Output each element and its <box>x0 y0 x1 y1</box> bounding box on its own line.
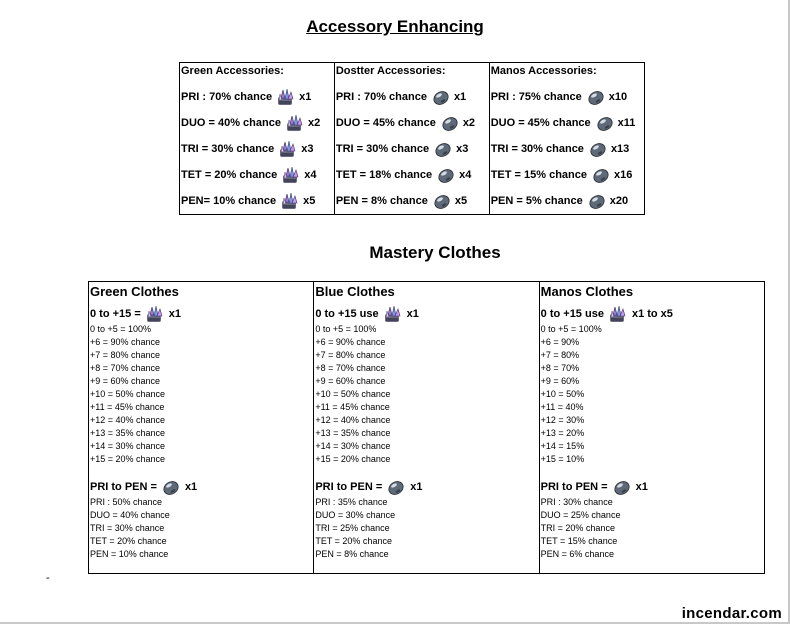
rate-label: TRI = 30% chance <box>181 143 275 155</box>
stone-icon <box>589 140 607 158</box>
pen-rate-item: PEN = 6% chance <box>540 549 614 559</box>
accessory-rate-row <box>335 84 489 110</box>
rate-label: DUO = 45% chance <box>490 117 591 129</box>
material-quantity: x5 <box>454 195 468 207</box>
enhance-rate-item: +14 = 30% chance <box>315 441 391 451</box>
enhance-rate-item: +15 = 10% <box>540 454 585 464</box>
pen-rate-list <box>540 496 764 561</box>
accessory-rate-row <box>335 110 489 136</box>
accessory-rate-row <box>180 188 334 214</box>
accessory-rate-row <box>335 188 489 214</box>
crystal-icon <box>281 192 299 210</box>
stone-icon <box>592 166 610 184</box>
stone-icon <box>613 478 631 496</box>
enhance-requirement <box>89 305 313 323</box>
pen-label: PRI to PEN = <box>540 481 608 493</box>
accessory-rate-row <box>490 136 644 162</box>
site-watermark: incendar.com <box>681 605 782 622</box>
enhance-rate-item: 0 to +5 = 100% <box>315 324 377 334</box>
section-spacer <box>314 466 538 478</box>
enhance-rate-item: +14 = 30% chance <box>90 441 166 451</box>
enhance-rate-item: +11 = 45% chance <box>90 402 165 412</box>
rate-label: PEN = 8% chance <box>335 195 428 207</box>
enhance-rate-item: +10 = 50% <box>540 389 585 399</box>
stone-icon <box>587 88 605 106</box>
enhance-requirement <box>540 305 764 323</box>
material-quantity: x5 <box>303 195 316 207</box>
enhance-rate-item: +13 = 35% chance <box>90 428 166 438</box>
rate-label: TET = 18% chance <box>335 169 433 181</box>
accessory-rate-row <box>335 162 489 188</box>
rate-label: TET = 20% chance <box>181 169 278 181</box>
stone-icon <box>588 192 606 210</box>
enhance-label: 0 to +15 = <box>90 308 141 320</box>
accessory-rate-row <box>490 84 644 110</box>
mastery-title: Mastery Clothes <box>369 243 501 262</box>
enhance-quantity: x1 to x5 <box>631 308 673 320</box>
pen-requirement <box>314 478 538 496</box>
material-quantity: x4 <box>459 169 472 181</box>
enhance-label: 0 to +15 use <box>315 308 379 320</box>
pen-rate-item: TRI = 25% chance <box>315 523 390 533</box>
crystal-icon <box>146 305 164 323</box>
rate-label: TET = 15% chance <box>490 169 587 181</box>
mastery-clothes-table <box>88 281 765 574</box>
enhance-rate-item: +6 = 90% chance <box>90 337 161 347</box>
material-quantity: x13 <box>610 143 630 155</box>
pen-rate-item: TRI = 30% chance <box>90 523 165 533</box>
clothes-column-header: Green Clothes <box>90 284 179 299</box>
rate-label: PRI : 70% chance <box>335 91 427 103</box>
pen-rate-item: PEN = 8% chance <box>315 549 389 559</box>
crystal-icon <box>282 166 300 184</box>
pen-rate-item: TET = 20% chance <box>90 536 167 546</box>
pen-quantity: x1 <box>410 481 423 493</box>
accessory-rate-row <box>490 110 644 136</box>
enhance-rate-item: +10 = 50% chance <box>315 389 391 399</box>
material-quantity: x20 <box>609 195 629 207</box>
section-spacer <box>540 466 764 478</box>
clothes-column-header: Blue Clothes <box>315 284 395 299</box>
enhance-rate-item: +13 = 35% chance <box>315 428 391 438</box>
stone-icon <box>441 114 459 132</box>
enhance-rate-item: +12 = 40% chance <box>90 415 166 425</box>
enhance-quantity: x1 <box>168 308 182 320</box>
enhance-rate-item: +12 = 30% <box>540 415 585 425</box>
accessory-column <box>180 63 335 215</box>
stone-icon <box>437 166 455 184</box>
accessory-rate-row <box>180 110 334 136</box>
accessory-rate-row <box>490 162 644 188</box>
rate-label: PRI : 75% chance <box>490 91 582 103</box>
material-quantity: x3 <box>301 143 314 155</box>
material-quantity: x2 <box>307 117 321 129</box>
rate-label: PRI : 70% chance <box>181 91 273 103</box>
pen-rate-item: DUO = 30% chance <box>315 510 396 520</box>
material-quantity: x10 <box>608 91 628 103</box>
pen-requirement <box>89 478 313 496</box>
rate-label: TRI = 30% chance <box>335 143 430 155</box>
pen-rate-item: DUO = 40% chance <box>90 510 170 520</box>
pen-quantity: x1 <box>184 481 198 493</box>
stone-icon <box>162 478 180 496</box>
accessory-title: Accessory Enhancing <box>306 17 484 36</box>
accessory-column-header: Green Accessories: <box>181 65 284 77</box>
pen-requirement <box>540 478 764 496</box>
material-quantity: x11 <box>617 117 636 129</box>
section-spacer <box>89 466 313 478</box>
enhance-rate-item: +9 = 60% chance <box>315 376 386 386</box>
enhance-rate-item: +6 = 90% chance <box>315 337 386 347</box>
enhance-rate-item: +8 = 70% chance <box>90 363 161 373</box>
stone-icon <box>387 478 405 496</box>
pen-rate-item: PRI : 50% chance <box>90 497 163 507</box>
pen-rate-item: PEN = 10% chance <box>90 549 169 559</box>
crystal-icon <box>277 88 295 106</box>
material-quantity: x2 <box>462 117 476 129</box>
rate-label: PEN= 10% chance <box>181 195 277 207</box>
stone-icon <box>432 88 450 106</box>
stone-icon <box>596 114 614 132</box>
accessory-rate-row <box>180 84 334 110</box>
enhance-rate-item: +9 = 60% chance <box>90 376 161 386</box>
rate-label: DUO = 40% chance <box>181 117 281 129</box>
enhance-label: 0 to +15 use <box>540 308 604 320</box>
crystal-icon <box>279 140 297 158</box>
accessory-column <box>334 63 489 215</box>
pen-rate-item: PRI : 35% chance <box>315 497 388 507</box>
pen-label: PRI to PEN = <box>315 481 383 493</box>
enhance-rate-item: +7 = 80% chance <box>315 350 386 360</box>
enhance-rate-item: 0 to +5 = 100% <box>90 324 152 334</box>
pen-rate-item: PRI : 30% chance <box>540 497 613 507</box>
enhance-rate-item: +8 = 70% <box>540 363 580 373</box>
enhance-rate-list <box>540 323 764 466</box>
enhance-quantity: x1 <box>406 308 419 320</box>
pen-quantity: x1 <box>635 481 648 493</box>
accessory-column-header: Manos Accessories: <box>490 65 597 77</box>
stone-icon <box>433 192 451 210</box>
enhance-rate-item: +7 = 80% <box>540 350 580 360</box>
enhance-rate-item: +9 = 60% <box>540 376 580 386</box>
pen-rate-list <box>314 496 538 561</box>
enhance-rate-item: +6 = 90% <box>540 337 580 347</box>
enhance-rate-item: +10 = 50% chance <box>90 389 166 399</box>
rate-label: PEN = 5% chance <box>490 195 583 207</box>
accessory-column-header: Dostter Accessories: <box>335 65 446 77</box>
enhance-rate-list <box>89 323 313 466</box>
clothes-column <box>539 282 764 574</box>
accessory-rate-row <box>490 188 644 214</box>
accessory-rate-row <box>180 162 334 188</box>
rate-label: DUO = 45% chance <box>335 117 436 129</box>
enhance-rate-list <box>314 323 538 466</box>
enhance-rate-item: +15 = 20% chance <box>315 454 391 464</box>
material-quantity: x1 <box>299 91 312 103</box>
enhance-rate-item: +15 = 20% chance <box>90 454 166 464</box>
material-quantity: x4 <box>304 169 317 181</box>
material-quantity: x3 <box>456 143 469 155</box>
rate-label: TRI = 30% chance <box>490 143 584 155</box>
pen-rate-item: TRI = 20% chance <box>540 523 615 533</box>
pen-rate-item: TET = 15% chance <box>540 536 618 546</box>
enhance-rate-item: +13 = 20% <box>540 428 585 438</box>
enhance-rate-item: +12 = 40% chance <box>315 415 391 425</box>
pen-rate-list <box>89 496 313 561</box>
crystal-icon <box>286 114 304 132</box>
pen-label: PRI to PEN = <box>90 481 157 493</box>
clothes-column <box>89 282 314 574</box>
enhance-rate-item: +7 = 80% chance <box>90 350 161 360</box>
clothes-column <box>314 282 539 574</box>
crystal-icon <box>609 305 627 323</box>
pen-rate-item: TET = 20% chance <box>315 536 392 546</box>
material-quantity: x1 <box>453 91 467 103</box>
accessory-rate-row <box>180 136 334 162</box>
enhance-requirement <box>314 305 538 323</box>
material-quantity: x16 <box>613 169 633 181</box>
enhance-rate-item: +11 = 45% chance <box>315 402 390 412</box>
stray-dash: - <box>46 572 50 584</box>
accessory-rate-row <box>335 136 489 162</box>
enhance-rate-item: +14 = 15% <box>540 441 585 451</box>
enhance-rate-item: 0 to +5 = 100% <box>540 324 602 334</box>
accessory-column <box>489 63 644 215</box>
stone-icon <box>434 140 452 158</box>
enhance-rate-item: +8 = 70% chance <box>315 363 386 373</box>
crystal-icon <box>384 305 402 323</box>
accessory-table <box>179 62 645 215</box>
pen-rate-item: DUO = 25% chance <box>540 510 621 520</box>
enhance-rate-item: +11 = 40% <box>540 402 584 412</box>
clothes-column-header: Manos Clothes <box>540 284 634 299</box>
